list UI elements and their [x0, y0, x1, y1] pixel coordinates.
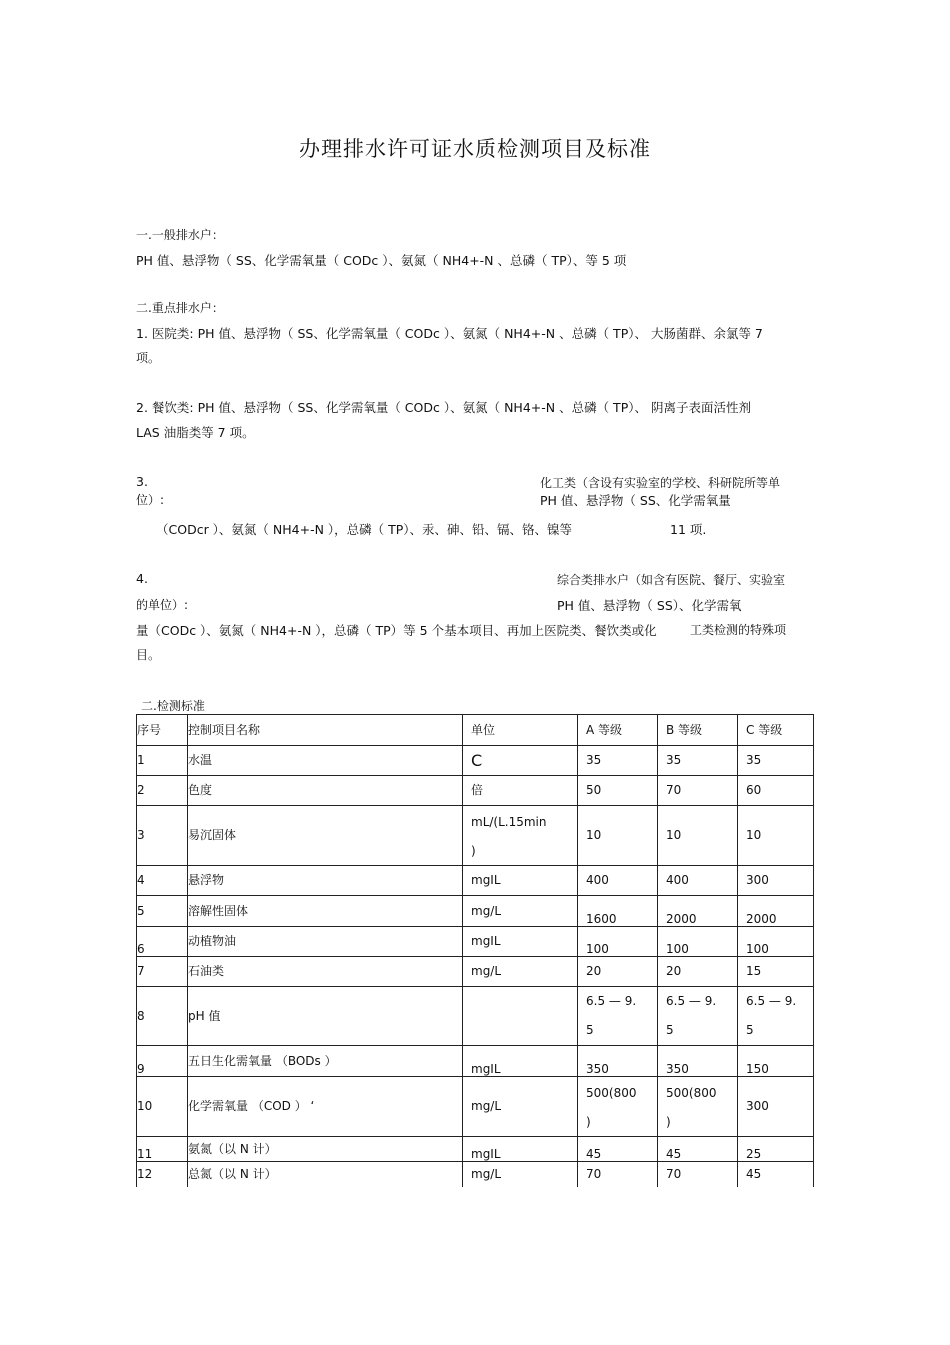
cell-unit: mgIL [463, 927, 578, 957]
cell-name: 溶解性固体 [188, 896, 463, 927]
key-heading: 二.重点排水户： [136, 301, 224, 315]
table-row [137, 1046, 814, 1077]
cell-c [738, 896, 814, 927]
cell-name: 色度 [188, 776, 463, 806]
header-grade-b: B 等级 [658, 715, 738, 746]
table-row [137, 806, 814, 866]
cell-no: 2 [137, 776, 188, 806]
cell-name: 氨氮（以 N 计） [188, 1137, 463, 1162]
cell-no: 7 [137, 957, 188, 987]
table-row [137, 927, 814, 957]
cell-c: 300 [738, 1077, 814, 1137]
cell-no-value: 11 [137, 1146, 153, 1161]
cell-b [658, 1046, 738, 1077]
cell-a-line1: 6.5 — 9. [586, 994, 637, 1008]
cell-no-value: 9 [137, 1061, 145, 1076]
header-name: 控制项目名称 [188, 715, 463, 746]
cell-unit [463, 806, 578, 866]
key-item3-params: PH 值、悬浮物（ SS、化学需氧量 [540, 493, 731, 508]
cell-b: 35 [658, 746, 738, 776]
cell-name: 石油类 [188, 957, 463, 987]
cell-no: 12 [137, 1162, 188, 1187]
cell-b-value: 350 [666, 1061, 689, 1076]
key-item4-line3-end: 工类检测的特殊项 [690, 623, 787, 637]
cell-b: 10 [658, 806, 738, 866]
key-item4-line4: 目。 [136, 648, 161, 662]
key-item3-number: 3. [136, 474, 148, 489]
cell-b [658, 1077, 738, 1137]
header-grade-c: C 等级 [738, 715, 814, 746]
key-item2-line2: LAS 油脂类等 7 项。 [136, 425, 255, 440]
cell-b-value: 100 [666, 942, 689, 956]
cell-no: 1 [137, 746, 188, 776]
header-no: 序号 [137, 715, 188, 746]
page-title: 办理排水许可证水质检测项目及标准 [299, 137, 651, 161]
cell-unit [463, 987, 578, 1046]
table-row [137, 776, 814, 806]
key-item4-unit: 的单位）: [136, 598, 189, 612]
cell-a [578, 1077, 658, 1137]
cell-b-value: 2000 [666, 911, 697, 926]
cell-b [658, 927, 738, 957]
cell-c: 300 [738, 866, 814, 896]
cell-a-value: 1600 [586, 911, 617, 926]
table-row [137, 1137, 814, 1162]
cell-a-line2: ) [586, 1114, 591, 1129]
cell-a-value: 100 [586, 942, 609, 956]
cell-a-value: 350 [586, 1061, 609, 1076]
cell-name: 五日生化需氧量 （BODs ） [188, 1046, 463, 1077]
cell-a: 50 [578, 776, 658, 806]
key-item4-number: 4. [136, 571, 148, 586]
cell-unit: 倍 [463, 776, 578, 806]
cell-a-value: 45 [586, 1146, 602, 1161]
cell-no-value: 6 [137, 942, 145, 956]
cell-c-value: 25 [746, 1146, 762, 1161]
cell-c: 35 [738, 746, 814, 776]
table-row [137, 1162, 814, 1187]
table-row [137, 866, 814, 896]
cell-name: pH 值 [188, 987, 463, 1046]
cell-a-line1: 500(800 [586, 1085, 637, 1100]
cell-c [738, 1046, 814, 1077]
key-item3-line3: （CODcr ）、氨氮（ NH4+-N ），总磷（ TP）、汞、砷、铅、镉、铬、镍等 [156, 522, 573, 537]
table-row [137, 1077, 814, 1137]
cell-unit: C [463, 746, 578, 776]
cell-a [578, 987, 658, 1046]
cell-c: 45 [738, 1162, 814, 1187]
header-unit: 单位 [463, 715, 578, 746]
general-line: PH 值、悬浮物（ SS、化学需氧量（ CODc ）、氨氮（ NH4+-N 、总磷（ TP）、等 5 项 [136, 253, 627, 268]
cell-no: 4 [137, 866, 188, 896]
cell-c [738, 987, 814, 1046]
cell-b [658, 1137, 738, 1162]
key-item2-line1: 2. 餐饮类: PH 值、悬浮物（ SS、化学需氧量（ CODc ）、氨氮（ NH4+-N 、总磷（ TP）、 阴离子表面活性剂 [136, 400, 751, 415]
cell-b [658, 987, 738, 1046]
cell-name: 化学需氧量 （COD ） ‘ [188, 1077, 463, 1137]
cell-c-value: 2000 [746, 911, 777, 926]
cell-unit [463, 1046, 578, 1077]
cell-c [738, 1137, 814, 1162]
key-item4-line3: 量（CODc ）、氨氮（ NH4+-N ），总磷（ TP）等 5 个基本项目、再加上医院类、餐饮类或化 [136, 623, 657, 638]
cell-no: 5 [137, 896, 188, 927]
standards-table [136, 714, 814, 1187]
cell-name: 动植物油 [188, 927, 463, 957]
general-heading: 一.一般排水户： [136, 228, 224, 242]
table-header-row [137, 715, 814, 746]
cell-unit-value: mgIL [471, 1061, 501, 1076]
cell-unit: mg/L [463, 896, 578, 927]
table-row [137, 987, 814, 1046]
cell-a-line2: 5 [586, 1023, 594, 1037]
cell-c: 15 [738, 957, 814, 987]
key-item3-category: 化工类（含设有实验室的学校、科研院所等单 [540, 476, 781, 490]
cell-a: 70 [578, 1162, 658, 1187]
cell-unit: mg/L [463, 957, 578, 987]
cell-a [578, 1046, 658, 1077]
cell-a: 20 [578, 957, 658, 987]
key-item3-unit: 位）: [136, 493, 165, 507]
cell-no [137, 1137, 188, 1162]
cell-unit-line1: mL/(L.15min [471, 814, 547, 829]
cell-name: 易沉固体 [188, 806, 463, 866]
cell-unit: mg/L [463, 1162, 578, 1187]
cell-b: 400 [658, 866, 738, 896]
table-row [137, 746, 814, 776]
cell-b-line2: 5 [666, 1023, 674, 1037]
table-row [137, 957, 814, 987]
key-item3-count: 11 项. [670, 522, 707, 537]
cell-c-line1: 6.5 — 9. [746, 994, 797, 1008]
cell-name: 总氮（以 N 计） [188, 1162, 463, 1187]
header-grade-a: A 等级 [578, 715, 658, 746]
cell-b-line2: ) [666, 1114, 671, 1129]
cell-b-line1: 500(800 [666, 1085, 717, 1100]
cell-c-value: 150 [746, 1061, 769, 1076]
cell-c: 60 [738, 776, 814, 806]
cell-a: 35 [578, 746, 658, 776]
cell-c-value: 100 [746, 942, 769, 956]
cell-c [738, 927, 814, 957]
cell-b-value: 45 [666, 1146, 682, 1161]
cell-c-line2: 5 [746, 1023, 754, 1037]
table-row [137, 896, 814, 927]
cell-a: 400 [578, 866, 658, 896]
cell-b [658, 896, 738, 927]
cell-no: 10 [137, 1077, 188, 1137]
cell-a: 10 [578, 806, 658, 866]
cell-b: 70 [658, 1162, 738, 1187]
cell-b-line1: 6.5 — 9. [666, 994, 717, 1008]
cell-no: 3 [137, 806, 188, 866]
cell-a [578, 896, 658, 927]
cell-a [578, 927, 658, 957]
cell-a [578, 1137, 658, 1162]
standards-heading: 二.检测标准 [141, 699, 205, 713]
key-item4-category: 综合类排水户（如含有医院、餐厅、实验室 [557, 573, 786, 587]
cell-unit: mg/L [463, 1077, 578, 1137]
cell-unit: mgIL [463, 866, 578, 896]
key-item1-line2: 项。 [136, 351, 161, 365]
cell-b: 70 [658, 776, 738, 806]
cell-unit-value: mgIL [471, 1146, 501, 1161]
cell-no [137, 927, 188, 957]
cell-c: 10 [738, 806, 814, 866]
cell-no [137, 1046, 188, 1077]
key-item1-line1: 1. 医院类: PH 值、悬浮物（ SS、化学需氧量（ CODc ）、氨氮（ NH4+-N 、总磷（ TP）、 大肠菌群、余氯等 7 [136, 326, 763, 341]
cell-unit-line2: ) [471, 843, 476, 858]
cell-unit [463, 1137, 578, 1162]
cell-name: 悬浮物 [188, 866, 463, 896]
key-item4-params: PH 值、悬浮物（ SS）、化学需氧 [557, 598, 742, 613]
cell-name: 水温 [188, 746, 463, 776]
cell-b: 20 [658, 957, 738, 987]
cell-no: 8 [137, 987, 188, 1046]
